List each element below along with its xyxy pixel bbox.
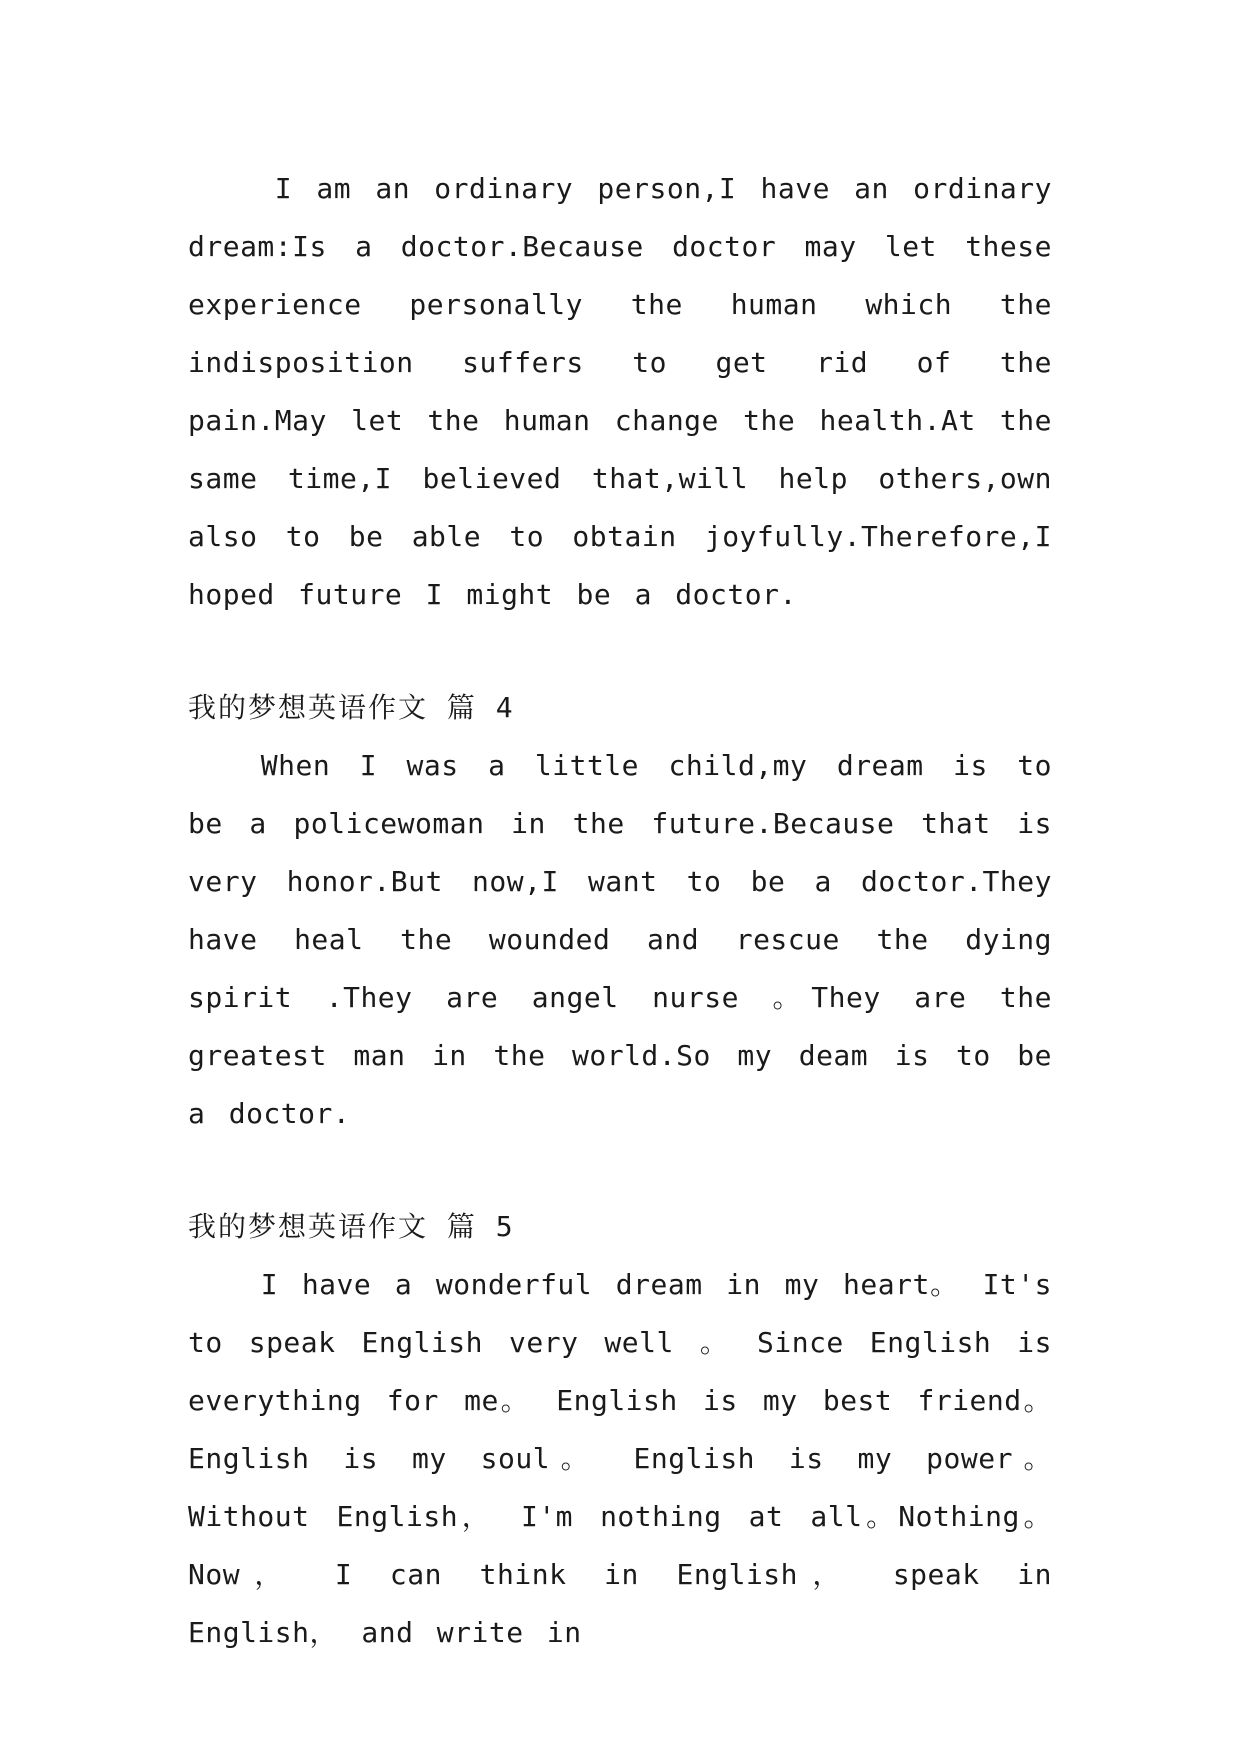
- document-page: [188, 160, 1052, 1662]
- essay-paragraph-5: I have a wonderful dream in my heart。 It's to speak English very well 。 Since English is everything for me。 English is my best friend。 English is my soul。 English is my power。 Without English， I'm nothing at all。Nothing。Now， I can think in English， speak in English， and write in: [188, 1268, 1052, 1649]
- section-heading-4: 我的梦想英语作文 篇 4: [188, 691, 515, 724]
- section-heading-5: 我的梦想英语作文 篇 5: [188, 1210, 515, 1243]
- essay-paragraph-3: I am an ordinary person,I have an ordinary dream:Is a doctor.Because doctor may let these experience personally the human which the indisposition suffers to get rid of the pain.May let the human change the health.At the same time,I believed that,will help others,own also to be able to obtain joyfully.Therefore,I hoped future I might be a doctor.: [188, 172, 1052, 611]
- essay-paragraph-4: When I was a little child,my dream is to be a policewoman in the future.Because that is very honor.But now,I want to be a doctor.They have heal the wounded and rescue the dying spirit .They are angel nurse 。They are the greatest man in the world.So my deam is to be a doctor.: [188, 749, 1052, 1130]
